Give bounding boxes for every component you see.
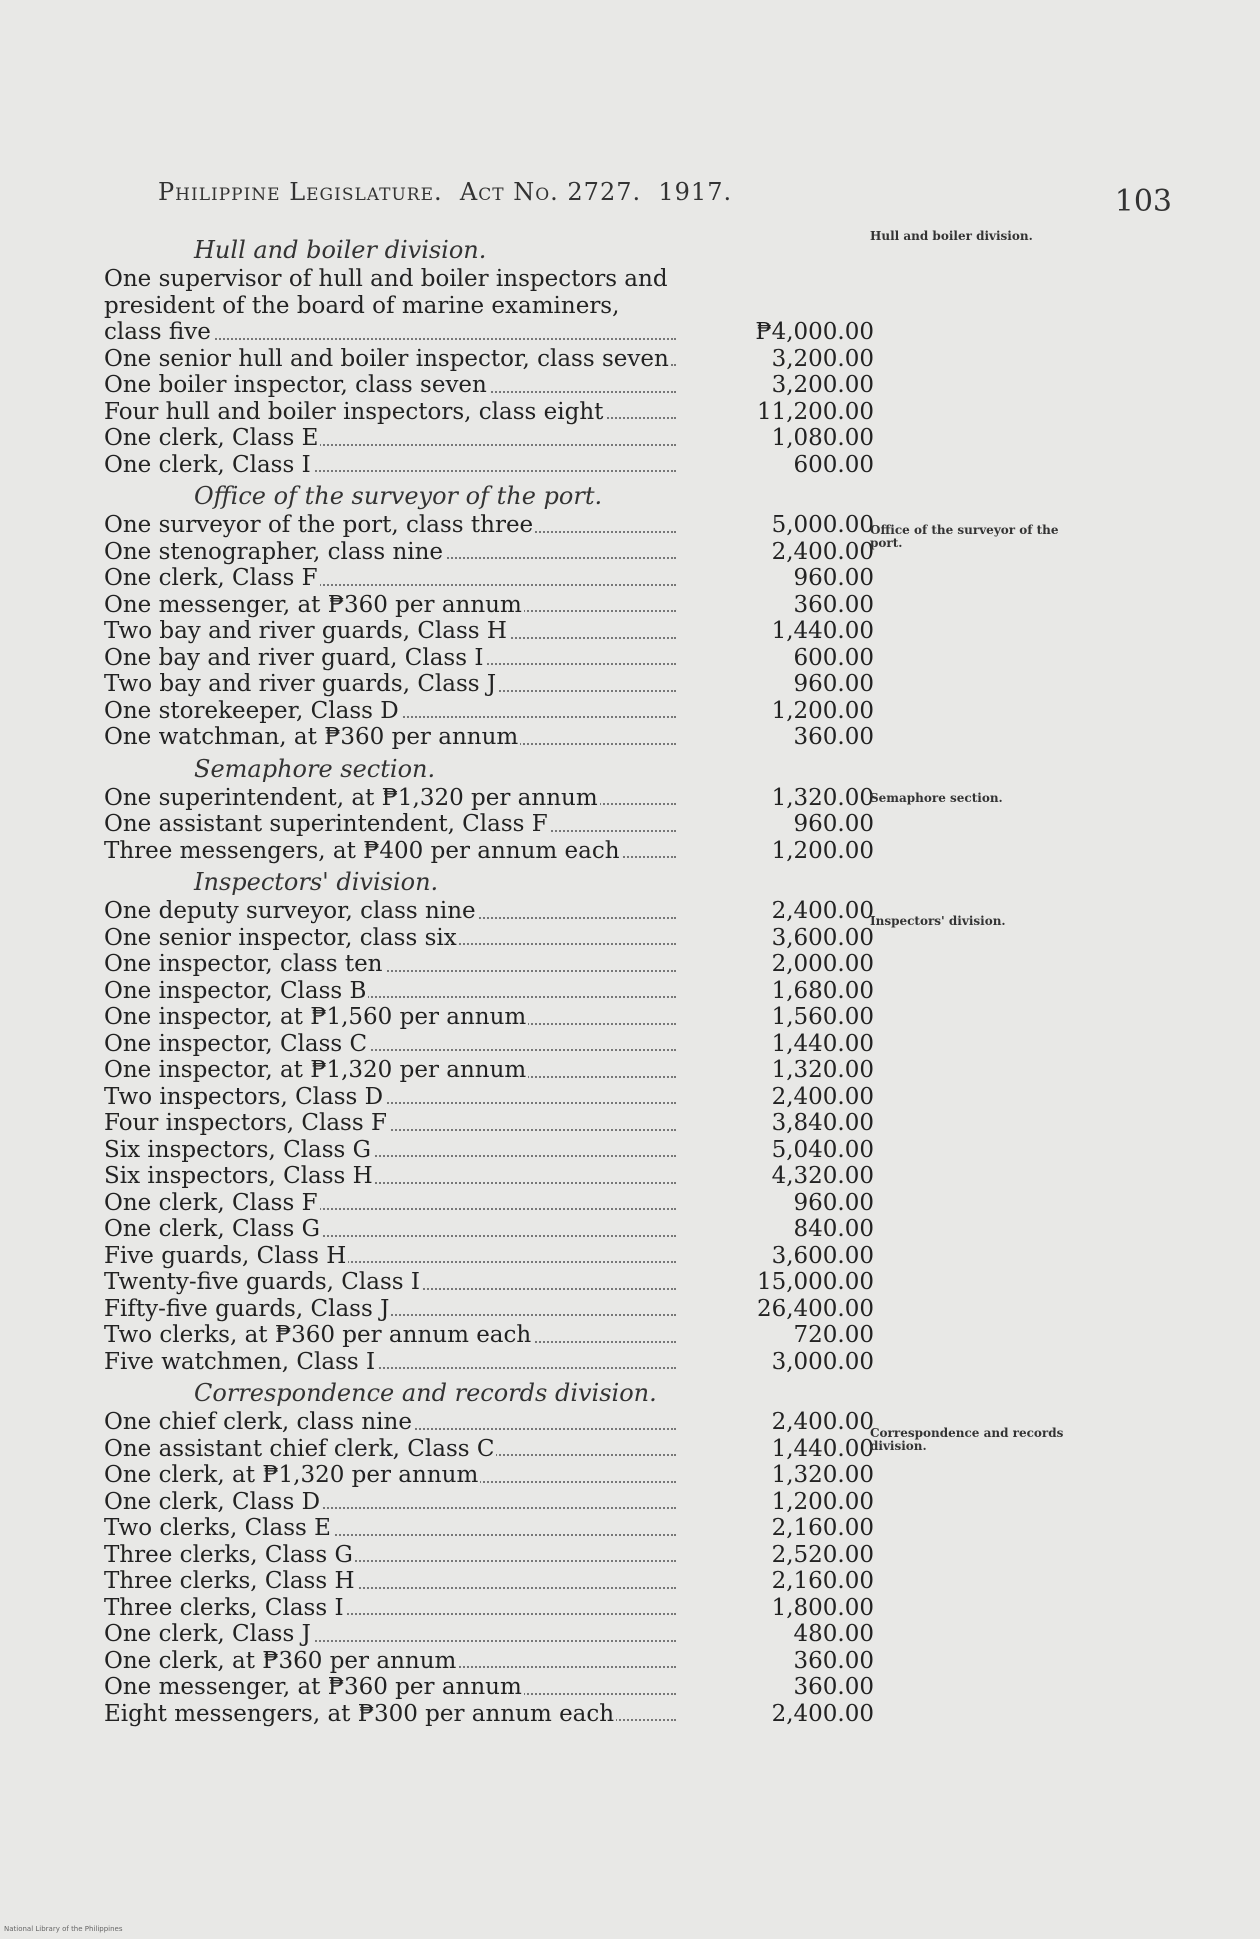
line-item-label-cell xyxy=(104,1163,684,1190)
line-item-label: One inspector, at ₱1,320 per annum xyxy=(104,1057,527,1083)
line-item-label: One senior inspector, class six xyxy=(104,924,457,951)
line-item-label: One inspector, Class B xyxy=(104,977,367,1004)
line-item-amount: 960.00 xyxy=(793,811,874,837)
line-item-amount: 600.00 xyxy=(793,644,874,671)
margin-note: Inspectors' division. xyxy=(870,914,1006,928)
line-item-label: One surveyor of the port, class three xyxy=(104,512,534,538)
line-item xyxy=(104,1568,884,1595)
page-number: 103 xyxy=(1114,184,1172,219)
line-item-label: One boiler inspector, class seven xyxy=(104,372,487,398)
line-item-label-cell xyxy=(104,1621,684,1648)
line-item-label: Six inspectors, Class H xyxy=(104,1163,373,1189)
header-act: Act No. 2727. xyxy=(459,178,642,206)
line-item-label-cell xyxy=(104,898,684,925)
line-item xyxy=(104,811,884,838)
line-item-label: One inspector, at ₱1,560 per annum xyxy=(104,1004,527,1030)
line-item-amount: 3,600.00 xyxy=(771,1242,874,1269)
line-item-label: Fifty-five guards, Class J xyxy=(104,1295,390,1322)
line-item-amount: 1,320.00 xyxy=(771,784,874,811)
line-item-label: Two inspectors, Class D xyxy=(104,1083,384,1110)
line-item-label: One clerk, at ₱360 per annum xyxy=(104,1647,457,1674)
line-item-amount: 480.00 xyxy=(793,1621,874,1647)
line-item-label-cell xyxy=(104,698,684,725)
footer-credit: National Library of the Philippines xyxy=(4,1925,123,1933)
section-title: Hull and boiler division. xyxy=(194,236,487,264)
line-item xyxy=(104,1110,884,1137)
line-item xyxy=(104,1595,884,1622)
line-item xyxy=(104,1031,884,1058)
line-item-label-cell xyxy=(104,1004,684,1031)
line-item-amount: 3,600.00 xyxy=(771,924,874,951)
line-item xyxy=(104,1515,884,1542)
line-item-label: One bay and river guard, Class I xyxy=(104,644,484,671)
line-item xyxy=(104,539,884,566)
line-item-label: One clerk, Class J xyxy=(104,1621,311,1647)
line-item-label: Six inspectors, Class G xyxy=(104,1136,372,1163)
line-item-label-cell xyxy=(104,512,684,539)
line-item-label-cell xyxy=(104,1436,684,1463)
line-item xyxy=(104,618,884,645)
line-item-label: One inspector, Class C xyxy=(104,1030,368,1057)
line-item-amount: 1,800.00 xyxy=(771,1594,874,1621)
line-item-label-cell xyxy=(104,1515,684,1542)
line-item-label-cell xyxy=(104,1568,684,1595)
section-title: Semaphore section. xyxy=(194,754,436,783)
line-item xyxy=(104,425,884,452)
line-item-label: Three messengers, at ₱400 per annum each xyxy=(104,837,620,864)
line-item-label-cell xyxy=(104,785,684,812)
line-item xyxy=(104,978,884,1005)
line-item-label: One chief clerk, class nine xyxy=(104,1409,412,1435)
line-item-label-cell xyxy=(104,452,684,479)
section-title: Office of the surveyor of the port. xyxy=(194,482,603,510)
line-item xyxy=(104,512,884,539)
line-item-label: One clerk, Class F xyxy=(104,1189,318,1216)
line-item-amount: 840.00 xyxy=(793,1216,874,1242)
line-item-label-cell xyxy=(104,645,684,672)
line-item-amount: 720.00 xyxy=(793,1322,874,1348)
line-item xyxy=(104,1674,884,1701)
line-item-amount: 3,200.00 xyxy=(771,372,874,398)
line-item-amount: 360.00 xyxy=(793,1647,874,1674)
line-item-amount: ₱4,000.00 xyxy=(755,319,874,345)
line-item xyxy=(104,1137,884,1164)
line-item-amount: 5,000.00 xyxy=(771,512,874,538)
line-item-amount: 2,400.00 xyxy=(771,1700,874,1727)
line-item-label: One watchman, at ₱360 per annum xyxy=(104,724,519,750)
line-item-label-cell xyxy=(104,1057,684,1084)
appropriation-list xyxy=(104,232,884,1727)
line-item-label-cell xyxy=(104,539,684,566)
line-item-label: Twenty-five guards, Class I xyxy=(104,1269,420,1295)
header-legislature: Philippine Legislature. xyxy=(158,178,443,206)
line-item-label-cell xyxy=(104,1409,684,1436)
line-item-label-cell xyxy=(104,1462,684,1489)
margin-note: Hull and boiler division. xyxy=(870,229,1033,243)
line-item-label: Two bay and river guards, Class H xyxy=(104,618,507,644)
line-item-label-cell xyxy=(104,811,684,838)
line-item-amount: 360.00 xyxy=(793,1674,874,1700)
line-item-amount: 2,000.00 xyxy=(771,951,874,977)
line-item xyxy=(104,399,884,426)
line-item-amount: 4,320.00 xyxy=(771,1163,874,1189)
line-item-label: Eight messengers, at ₱300 per annum each xyxy=(104,1700,615,1727)
section-title: Inspectors' division. xyxy=(194,868,439,896)
line-item xyxy=(104,266,884,346)
line-item-amount: 1,200.00 xyxy=(771,1488,874,1515)
line-item xyxy=(104,1349,884,1376)
line-item-amount: 960.00 xyxy=(793,1189,874,1216)
line-item-label: Three clerks, Class I xyxy=(104,1594,344,1621)
line-item-amount: 1,320.00 xyxy=(771,1057,874,1083)
line-item xyxy=(104,1621,884,1648)
line-item-amount: 1,440.00 xyxy=(771,1435,874,1462)
line-item-amount: 360.00 xyxy=(793,724,874,750)
line-item-label-cell xyxy=(104,1595,684,1622)
line-item-label: Two clerks, Class E xyxy=(104,1515,331,1541)
line-item-label-cell xyxy=(104,925,684,952)
line-item-label-cell xyxy=(104,1190,684,1217)
line-item-label-cell xyxy=(104,671,684,698)
line-item xyxy=(104,1648,884,1675)
line-item-amount: 2,400.00 xyxy=(771,898,874,924)
line-item-amount: 1,080.00 xyxy=(771,425,874,451)
line-item-label: One supervisor of hull and boiler inspectors and president of the board of marine examiners, class five xyxy=(104,266,668,345)
line-item-amount: 15,000.00 xyxy=(756,1269,874,1295)
line-item-label-cell xyxy=(104,266,684,346)
line-item-label: One superintendent, at ₱1,320 per annum xyxy=(104,784,598,811)
header-year: 1917. xyxy=(658,178,733,206)
line-item-label-cell xyxy=(104,724,684,751)
line-item xyxy=(104,1163,884,1190)
line-item-amount: 960.00 xyxy=(793,565,874,591)
line-item-amount: 1,680.00 xyxy=(771,977,874,1004)
line-item-label: One messenger, at ₱360 per annum xyxy=(104,591,522,618)
line-item-label: One clerk, Class D xyxy=(104,1488,321,1515)
line-item-label: One clerk, Class G xyxy=(104,1216,320,1242)
line-item-amount: 960.00 xyxy=(793,671,874,697)
line-item-label-cell xyxy=(104,565,684,592)
line-item-amount: 2,520.00 xyxy=(771,1541,874,1568)
line-item-label: One stenographer, class nine xyxy=(104,538,444,565)
line-item-amount: 1,200.00 xyxy=(771,837,874,864)
line-item-amount: 1,440.00 xyxy=(771,618,874,644)
line-item-label-cell xyxy=(104,1489,684,1516)
line-item xyxy=(104,1190,884,1217)
line-item-label: One inspector, class ten xyxy=(104,951,383,977)
line-item-label-cell xyxy=(104,1542,684,1569)
line-item-label-cell xyxy=(104,399,684,426)
line-item-amount: 1,440.00 xyxy=(771,1030,874,1057)
line-item xyxy=(104,372,884,399)
line-item-label-cell xyxy=(104,372,684,399)
line-item-label-cell xyxy=(104,951,684,978)
line-item-amount: 2,400.00 xyxy=(771,1083,874,1110)
line-item xyxy=(104,925,884,952)
line-item-label: One messenger, at ₱360 per annum xyxy=(104,1674,522,1700)
line-item xyxy=(104,1057,884,1084)
margin-note: Correspondence and records division. xyxy=(870,1426,1064,1453)
line-item xyxy=(104,1322,884,1349)
line-item xyxy=(104,1243,884,1270)
line-item-label-cell xyxy=(104,978,684,1005)
line-item-label-cell xyxy=(104,1701,684,1728)
line-item-amount: 2,400.00 xyxy=(771,1409,874,1435)
line-item-amount: 3,000.00 xyxy=(771,1348,874,1375)
line-item-label-cell xyxy=(104,1674,684,1701)
line-item xyxy=(104,1216,884,1243)
line-item-label-cell xyxy=(104,618,684,645)
section-title: Correspondence and records division. xyxy=(194,1379,657,1407)
line-item-label: One assistant chief clerk, Class C xyxy=(104,1435,495,1462)
line-item-label-cell xyxy=(104,1031,684,1058)
line-item xyxy=(104,1542,884,1569)
line-item-label: Two bay and river guards, Class J xyxy=(104,671,497,697)
line-item-amount: 11,200.00 xyxy=(756,398,874,425)
margin-note: Semaphore section. xyxy=(870,791,1003,805)
line-item xyxy=(104,645,884,672)
line-item-amount: 3,200.00 xyxy=(771,345,874,372)
line-item xyxy=(104,951,884,978)
line-item-label: One assistant superintendent, Class F xyxy=(104,811,548,837)
line-item-amount: 360.00 xyxy=(793,591,874,618)
line-item xyxy=(104,1462,884,1489)
line-item xyxy=(104,671,884,698)
line-item-amount: 2,400.00 xyxy=(771,538,874,565)
line-item-label: One clerk, at ₱1,320 per annum xyxy=(104,1462,479,1488)
line-item xyxy=(104,1436,884,1463)
line-item-label: One clerk, Class I xyxy=(104,451,311,478)
line-item-label: One clerk, Class F xyxy=(104,565,318,591)
line-item-label: One senior hull and boiler inspector, class seven xyxy=(104,345,669,372)
line-item-label: Five guards, Class H xyxy=(104,1242,347,1269)
line-item-label-cell xyxy=(104,1648,684,1675)
line-item-label-cell xyxy=(104,1110,684,1137)
line-item-amount: 600.00 xyxy=(793,451,874,478)
line-item xyxy=(104,898,884,925)
line-item-amount: 5,040.00 xyxy=(771,1136,874,1163)
line-item-amount: 1,200.00 xyxy=(771,697,874,724)
line-item-label-cell xyxy=(104,1296,684,1323)
line-item xyxy=(104,346,884,373)
line-item-label: Four inspectors, Class F xyxy=(104,1110,387,1136)
margin-note: Office of the surveyor of the port. xyxy=(870,523,1059,550)
line-item xyxy=(104,1701,884,1728)
line-item xyxy=(104,565,884,592)
line-item-label: One storekeeper, Class D xyxy=(104,697,399,724)
line-item-label: One deputy surveyor, class nine xyxy=(104,898,476,924)
line-item-label-cell xyxy=(104,1137,684,1164)
line-item-label-cell xyxy=(104,1322,684,1349)
line-item-amount: 1,560.00 xyxy=(771,1004,874,1030)
line-item-label-cell xyxy=(104,1084,684,1111)
line-item-label-cell xyxy=(104,1216,684,1243)
line-item xyxy=(104,1409,884,1436)
line-item xyxy=(104,724,884,751)
line-item xyxy=(104,1489,884,1516)
line-item-label-cell xyxy=(104,838,684,865)
line-item xyxy=(104,785,884,812)
line-item xyxy=(104,1084,884,1111)
line-item xyxy=(104,1269,884,1296)
line-item-amount: 1,320.00 xyxy=(771,1462,874,1488)
line-item-label: Three clerks, Class H xyxy=(104,1568,355,1594)
line-item xyxy=(104,838,884,865)
line-item xyxy=(104,1296,884,1323)
line-item-label: Five watchmen, Class I xyxy=(104,1348,376,1375)
line-item-label: Three clerks, Class G xyxy=(104,1541,353,1568)
line-item-label-cell xyxy=(104,425,684,452)
line-item-label: Two clerks, at ₱360 per annum each xyxy=(104,1322,532,1348)
line-item-label-cell xyxy=(104,1243,684,1270)
line-item-label-cell xyxy=(104,592,684,619)
line-item-amount: 26,400.00 xyxy=(756,1295,874,1322)
line-item-label: One clerk, Class E xyxy=(104,425,319,451)
line-item xyxy=(104,592,884,619)
line-item-label-cell xyxy=(104,1269,684,1296)
line-item xyxy=(104,452,884,479)
line-item-amount: 3,840.00 xyxy=(771,1110,874,1136)
line-item-label-cell xyxy=(104,346,684,373)
line-item-label: Four hull and boiler inspectors, class eight xyxy=(104,398,604,425)
line-item-amount: 2,160.00 xyxy=(771,1515,874,1541)
line-item xyxy=(104,698,884,725)
line-item xyxy=(104,1004,884,1031)
running-header xyxy=(158,178,732,206)
line-item-amount: 2,160.00 xyxy=(771,1568,874,1594)
line-item-label-cell xyxy=(104,1349,684,1376)
